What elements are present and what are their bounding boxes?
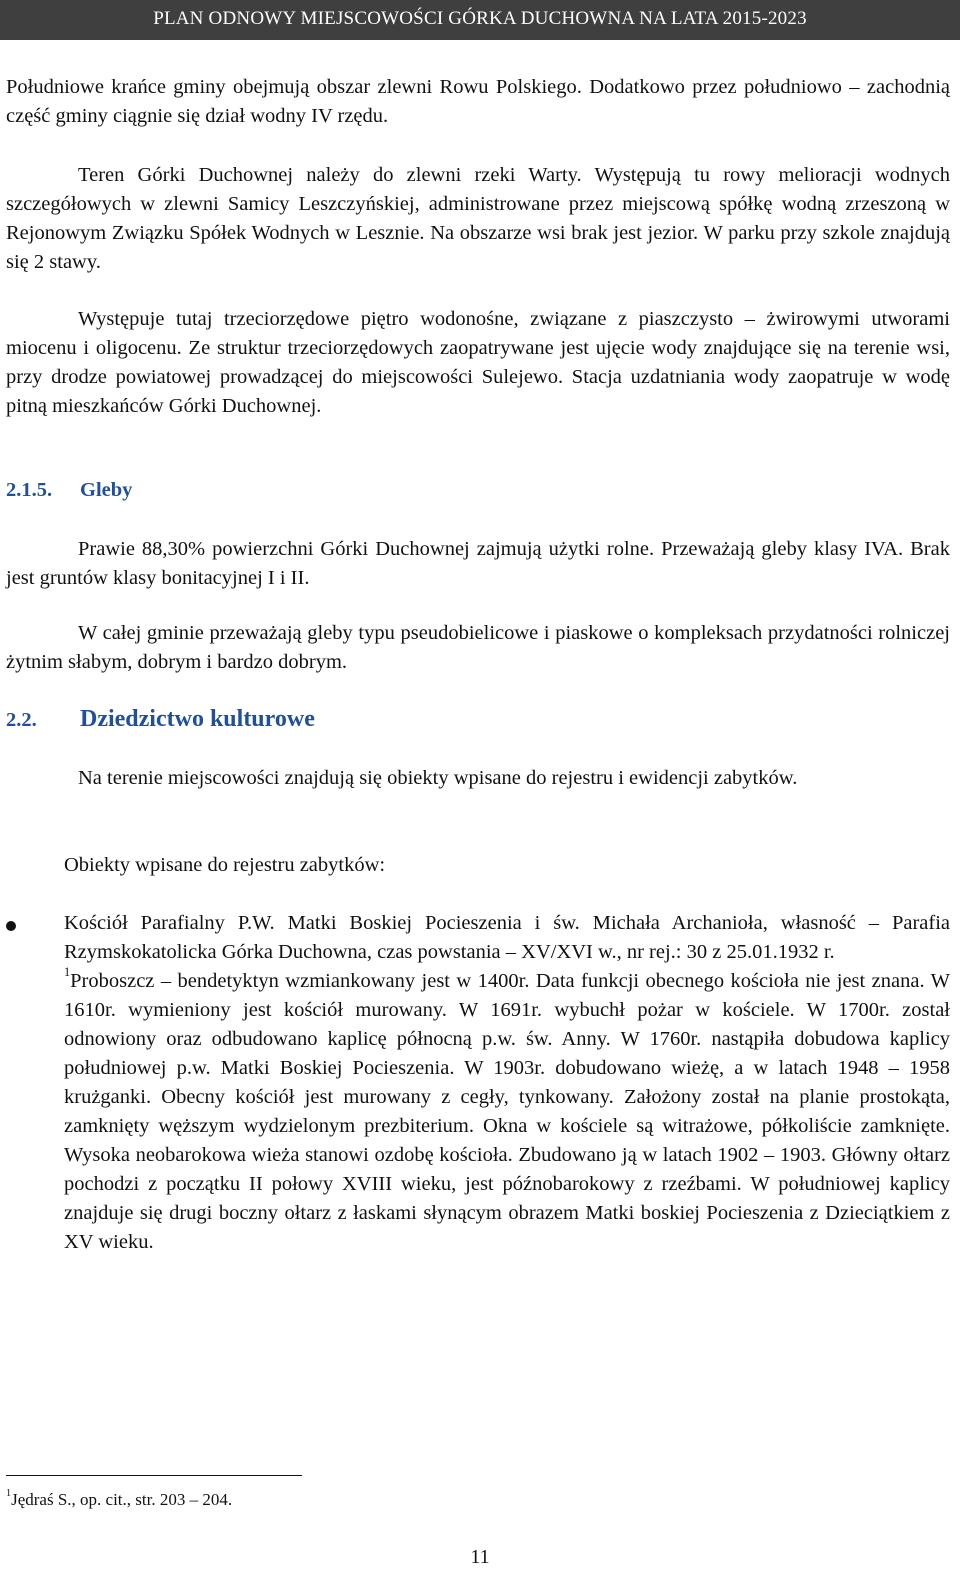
- paragraph-warta-basin: Teren Górki Duchownej należy do zlewni rzeki Warty. Występują tu rowy melioracji wodnych szczegółowych w zlewni Samicy Leszczyńskiej, administrowane przez miejscową spółkę wodną zrzeszoną w Rejonowym Związku Spółek Wodnych w Lesznie. Na obszarze wsi brak jest jezior. W parku przy szkole znajdują się 2 stawy.: [6, 164, 950, 273]
- church-history-text: Proboszcz – bendetyktyn wzmiankowany jest w 1400r. Data funkcji obecnego kościoła nie jest znana. W 1610r. wymieniony jest kościół murowany. W 1691r. wybuchł pożar w kościele. W 1700r. został odnowiony oraz odbudowano kaplicę północną p.w. św. Anny. W 1760r. nastąpiła dobudowa kaplicy południowej p.w. Matki Boskiej Pocieszenia. W 1903r. dobudowano wieżę, a w latach 1948 – 1958 krużganki. Obecny kościół jest murowany z cegły, tynkowany. Założony został na planie prostokąta, zamknięty węższym wydzielonym prezbiterium. Okna w kościele są witrażowe, półkoliście zamknięte. Wysoka neobarokowa wieża stanowi ozdobę kościoła. Zbudowano ją w latach 1902 – 1903. Główny ołtarz pochodzi z początku II połowy XVIII wieku, jest późnobarokowy z rzeźbami. W południowej kaplicy znajduje się drugi boczny ołtarz z łaskami słynącym obrazem Matki boskiej Pocieszenia z Dzieciątkiem z XV wieku.: [64, 970, 950, 1253]
- church-history: [64, 964, 950, 1257]
- section-number: 2.1.5.: [6, 479, 53, 501]
- page-header: [0, 0, 960, 40]
- paragraph-aquifer: Występuje tutaj trzeciorzędowe piętro wodonośne, związane z piaszczysto – żwirowymi utworami miocenu i oligocenu. Ze struktur trzeciorzędowych zaopatrywane jest ujęcie wody znajdujące się na terenie wsi, przy drodze powiatowej prowadzącej do miejscowości Sulejewo. Stacja uzdatniania wody zaopatruje w wodę pitną mieszkańców Górki Duchownej.: [6, 308, 950, 417]
- footnote-mark: 1: [6, 1487, 12, 1499]
- footnote-reference: 1: [64, 964, 71, 979]
- section-title: Gleby: [80, 479, 133, 501]
- page-number: 11: [470, 1546, 490, 1568]
- section-heading-dziedzictwo: [6, 704, 950, 735]
- list-item: [6, 909, 950, 1257]
- church-registry-entry: Kościół Parafialny P.W. Matki Boskiej Pocieszenia i św. Michała Archanioła, własność – Parafia Rzymskokatolicka Górka Duchowna, czas powstania – XV/XVI w., nr rej.: 30 z 25.01.1932 r.: [64, 912, 950, 963]
- section-number: 2.2.: [6, 709, 37, 731]
- paragraph-heritage-intro: Na terenie miejscowości znajdują się obiekty wpisane do rejestru i ewidencji zabytków.: [78, 767, 798, 789]
- paragraph-soil-types: W całej gminie przeważają gleby typu pseudobielicowe i piaskowe o kompleksach przydatności rolniczej żytnim słabym, dobrym i bardzo dobrym.: [6, 622, 950, 673]
- footnote-text: Jędraś S., op. cit., str. 203 – 204.: [11, 1490, 233, 1509]
- paragraph-registry-intro: Obiekty wpisane do rejestru zabytków:: [64, 854, 386, 876]
- paragraph-water-basin: Południowe krańce gminy obejmują obszar zlewni Rowu Polskiego. Dodatkowo przez południowo – zachodnią część gminy ciągnie się dział wodny IV rzędu.: [6, 76, 950, 127]
- list-item-body: [64, 909, 950, 1257]
- bullet-icon: [6, 921, 16, 931]
- section-title: Dziedzictwo kulturowe: [80, 706, 315, 732]
- section-heading-gleby: [6, 476, 950, 505]
- footnote: [6, 1489, 232, 1511]
- header-title: PLAN ODNOWY MIEJSCOWOŚCI GÓRKA DUCHOWNA NA LATA 2015-2023: [153, 8, 807, 29]
- footnote-separator: [6, 1475, 302, 1476]
- paragraph-agricultural-land: Prawie 88,30% powierzchni Górki Duchownej zajmują użytki rolne. Przeważają gleby klasy IVA. Brak jest gruntów klasy bonitacyjnej I i II.: [6, 538, 950, 589]
